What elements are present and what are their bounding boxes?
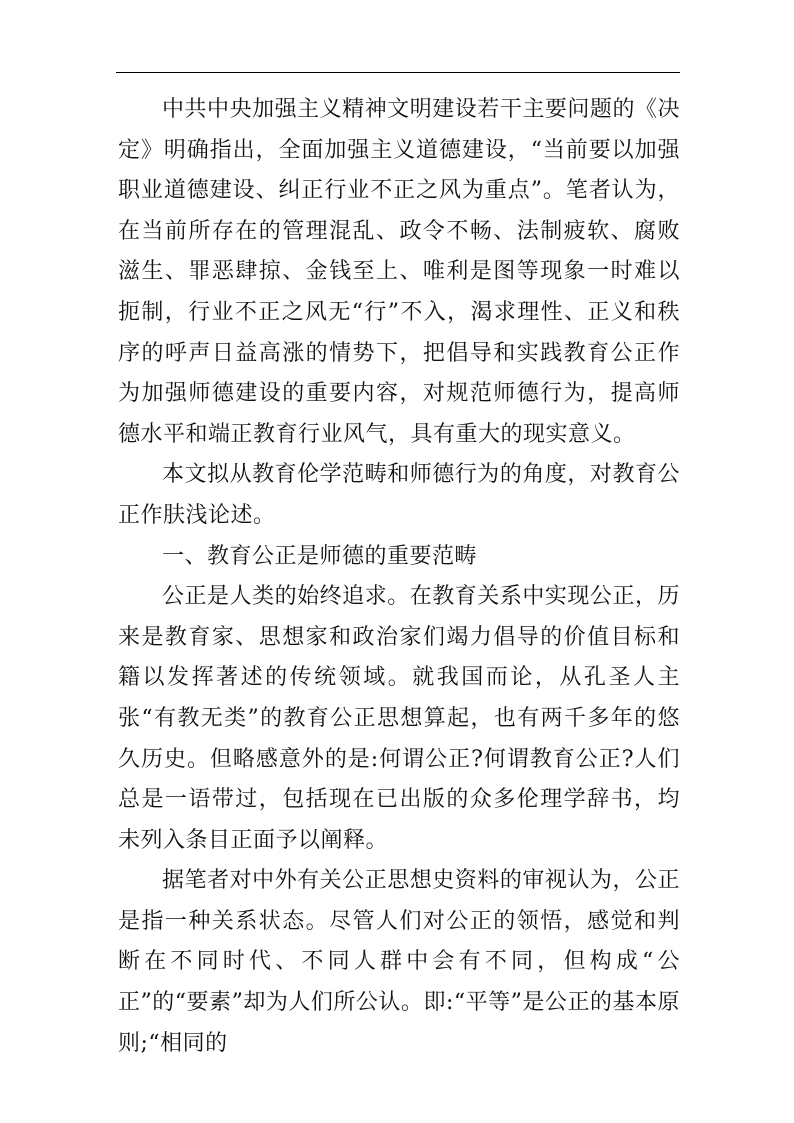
paragraph-purpose: 本文拟从教育伦学范畴和师德行为的角度，对教育公正作肤浅论述。 (118, 462, 680, 528)
paragraph-justice-definition: 据笔者对中外有关公正思想史资料的审视认为，公正是指一种关系状态。尽管人们对公正的领悟，感觉和判断在不同时代、不同人群中会有不同，但构成“公正”的“要素”却为人们所公认。即:“平等”是公正的基本原则;“相同的 (118, 868, 680, 1056)
section-heading-1: 一、教育公正是师德的重要范畴 (162, 543, 478, 569)
document-body (118, 90, 680, 1064)
paragraph-justice-pursuit: 公正是人类的始终追求。在教育关系中实现公正，历来是教育家、思想家和政治家们竭力倡导的价值目标和籍以发挥著述的传统领域。就我国而论，从孔圣人主张“有教无类”的教育公正思想算起，也有两千多年的悠久历史。但略感意外的是:何谓公正?何谓教育公正?人们总是一语带过，包括现在已出版的众多伦理学辞书，均未列入条目正面予以阐释。 (118, 584, 680, 853)
header-rule (116, 72, 680, 73)
paragraph-intro: 中共中央加强主义精神文明建设若干主要问题的《决定》明确指出，全面加强主义道德建设，“当前要以加强职业道德建设、纠正行业不正之风为重点”。笔者认为，在当前所存在的管理混乱、政令不畅、法制疲软、腐败滋生、罪恶肆掠、金钱至上、唯利是图等现象一时难以扼制，行业不正之风无“行”不入，渴求理性、正义和秩序的呼声日益高涨的情势下，把倡导和实践教育公正作为加强师德建设的重要内容，对规范师德行为，提高师德水平和端正教育行业风气，具有重大的现实意义。 (118, 97, 680, 447)
